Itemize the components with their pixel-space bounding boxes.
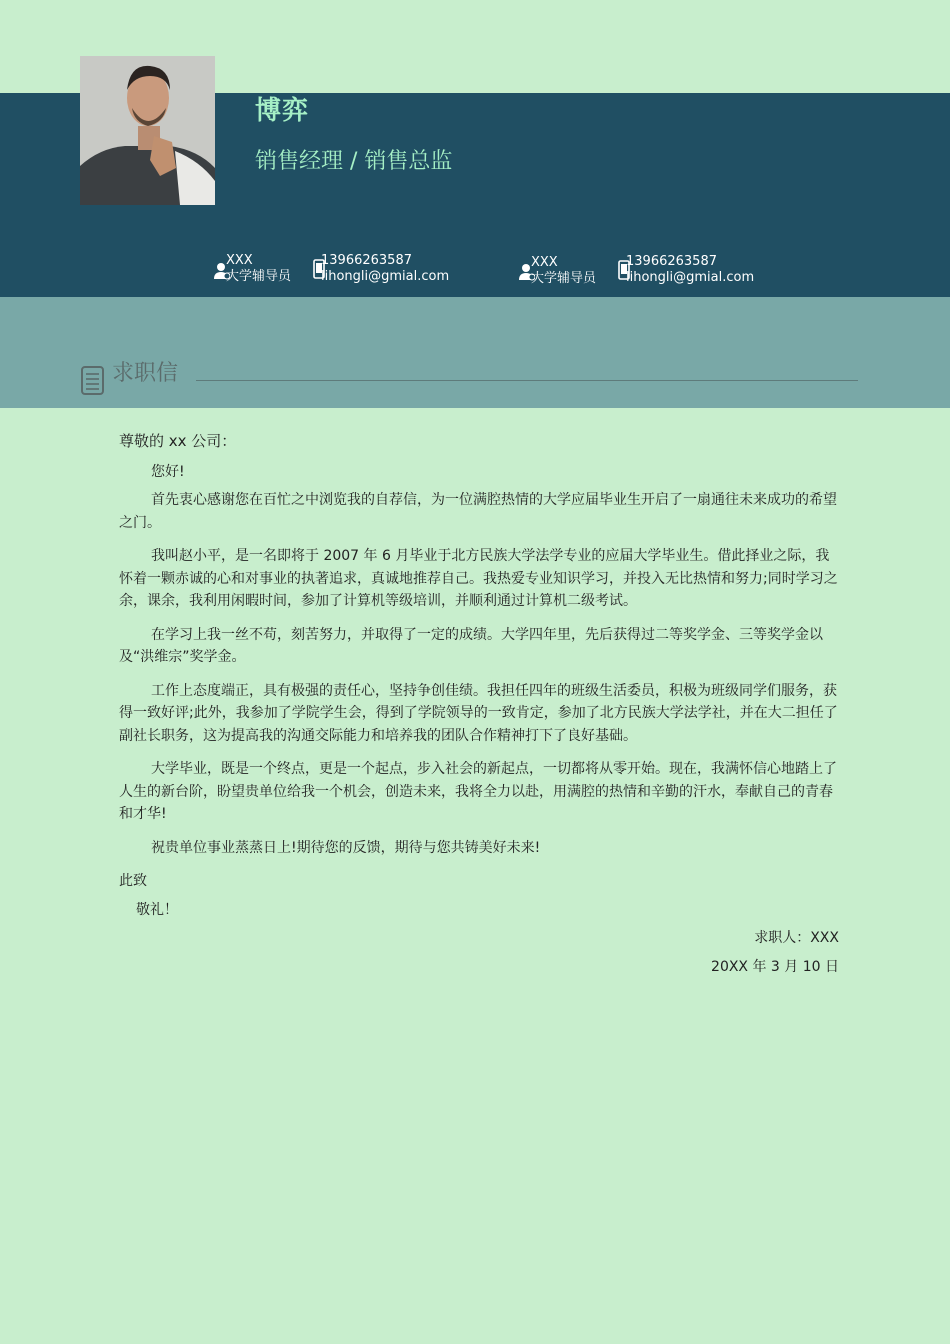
letter-signature: 求职人：XXX bbox=[754, 930, 839, 946]
letter-closing: 此致 bbox=[119, 873, 147, 889]
letter-date: 20XX 年 3 月 10 日 bbox=[711, 958, 839, 975]
contact-email[interactable]: lihongli@gmial.com bbox=[626, 270, 755, 285]
contact-info-1 bbox=[321, 253, 449, 285]
letter-paragraph: 工作上态度端正，具有极强的责任心，坚持争创佳绩。我担任四年的班级生活委员，积极为班级同学们服务，获得一致好评;此外，我参加了学院学生会，得到了学院领导的一致肯定，参加了北方民族大学法学社，并在大二担任了副社长职务，这为提高我的沟通交际能力和培养我的团队合作精神打下了良好基础。 bbox=[119, 682, 838, 744]
letter-salute: 敬礼！ bbox=[136, 901, 178, 918]
cover-letter bbox=[119, 430, 839, 978]
section-divider bbox=[196, 380, 858, 381]
contact-role: 大学辅导员 bbox=[226, 269, 292, 284]
contact-name: XXX bbox=[531, 255, 558, 270]
contact-info-2 bbox=[626, 254, 754, 286]
contact-email[interactable]: lihongli@gmial.com bbox=[321, 269, 450, 284]
contact-phone[interactable]: 13966263587 bbox=[321, 253, 412, 268]
letter-paragraph: 我叫赵小平，是一名即将于 2007 年 6 月毕业于北方民族大学法学专业的应届大学毕业生。借此择业之际，我怀着一颗赤诚的心和对事业的执著追求，真诚地推荐自己。我热爱专业知识学习，并投入无比热情和努力;同时学习之余，课余，我利用闲暇时间，参加了计算机等级培训，并顺利通过计算机二级考试。 bbox=[119, 548, 838, 609]
letter-paragraph: 大学毕业，既是一个终点，更是一个起点，步入社会的新起点，一切都将从零开始。现在，我满怀信心地踏上了人生的新台阶，盼望贵单位给我一个机会，创造未来，我将全力以赴，用满腔的热情和辛勤的汗水，奉献自己的青春和才华! bbox=[119, 761, 837, 822]
profile-photo bbox=[80, 56, 215, 205]
letter-paragraph: 祝贵单位事业蒸蒸日上!期待您的反馈，期待与您共铸美好未来! bbox=[151, 839, 541, 856]
letter-paragraph: 在学习上我一丝不苟，刻苦努力，并取得了一定的成绩。大学四年里，先后获得过二等奖学金、三等奖学金以及“洪维宗”奖学金。 bbox=[119, 626, 823, 665]
notebook-icon bbox=[80, 366, 105, 396]
contact-person-1 bbox=[226, 253, 291, 285]
job-title: 销售经理 / 销售总监 bbox=[255, 149, 453, 174]
contact-role: 大学辅导员 bbox=[531, 271, 597, 286]
contact-phone[interactable]: 13966263587 bbox=[626, 254, 717, 269]
contact-person-2 bbox=[531, 255, 596, 287]
letter-hello: 您好! bbox=[151, 463, 185, 480]
letter-paragraph: 首先衷心感谢您在百忙之中浏览我的自荐信，为一位满腔热情的大学应届毕业生开启了一扇通往未来成功的希望之门。 bbox=[119, 492, 837, 531]
section-band bbox=[0, 297, 950, 408]
section-title: 求职信 bbox=[112, 361, 179, 386]
contact-name: XXX bbox=[226, 253, 253, 268]
letter-greeting: 尊敬的 xx 公司： bbox=[119, 432, 237, 450]
person-name: 博弈 bbox=[255, 96, 310, 126]
